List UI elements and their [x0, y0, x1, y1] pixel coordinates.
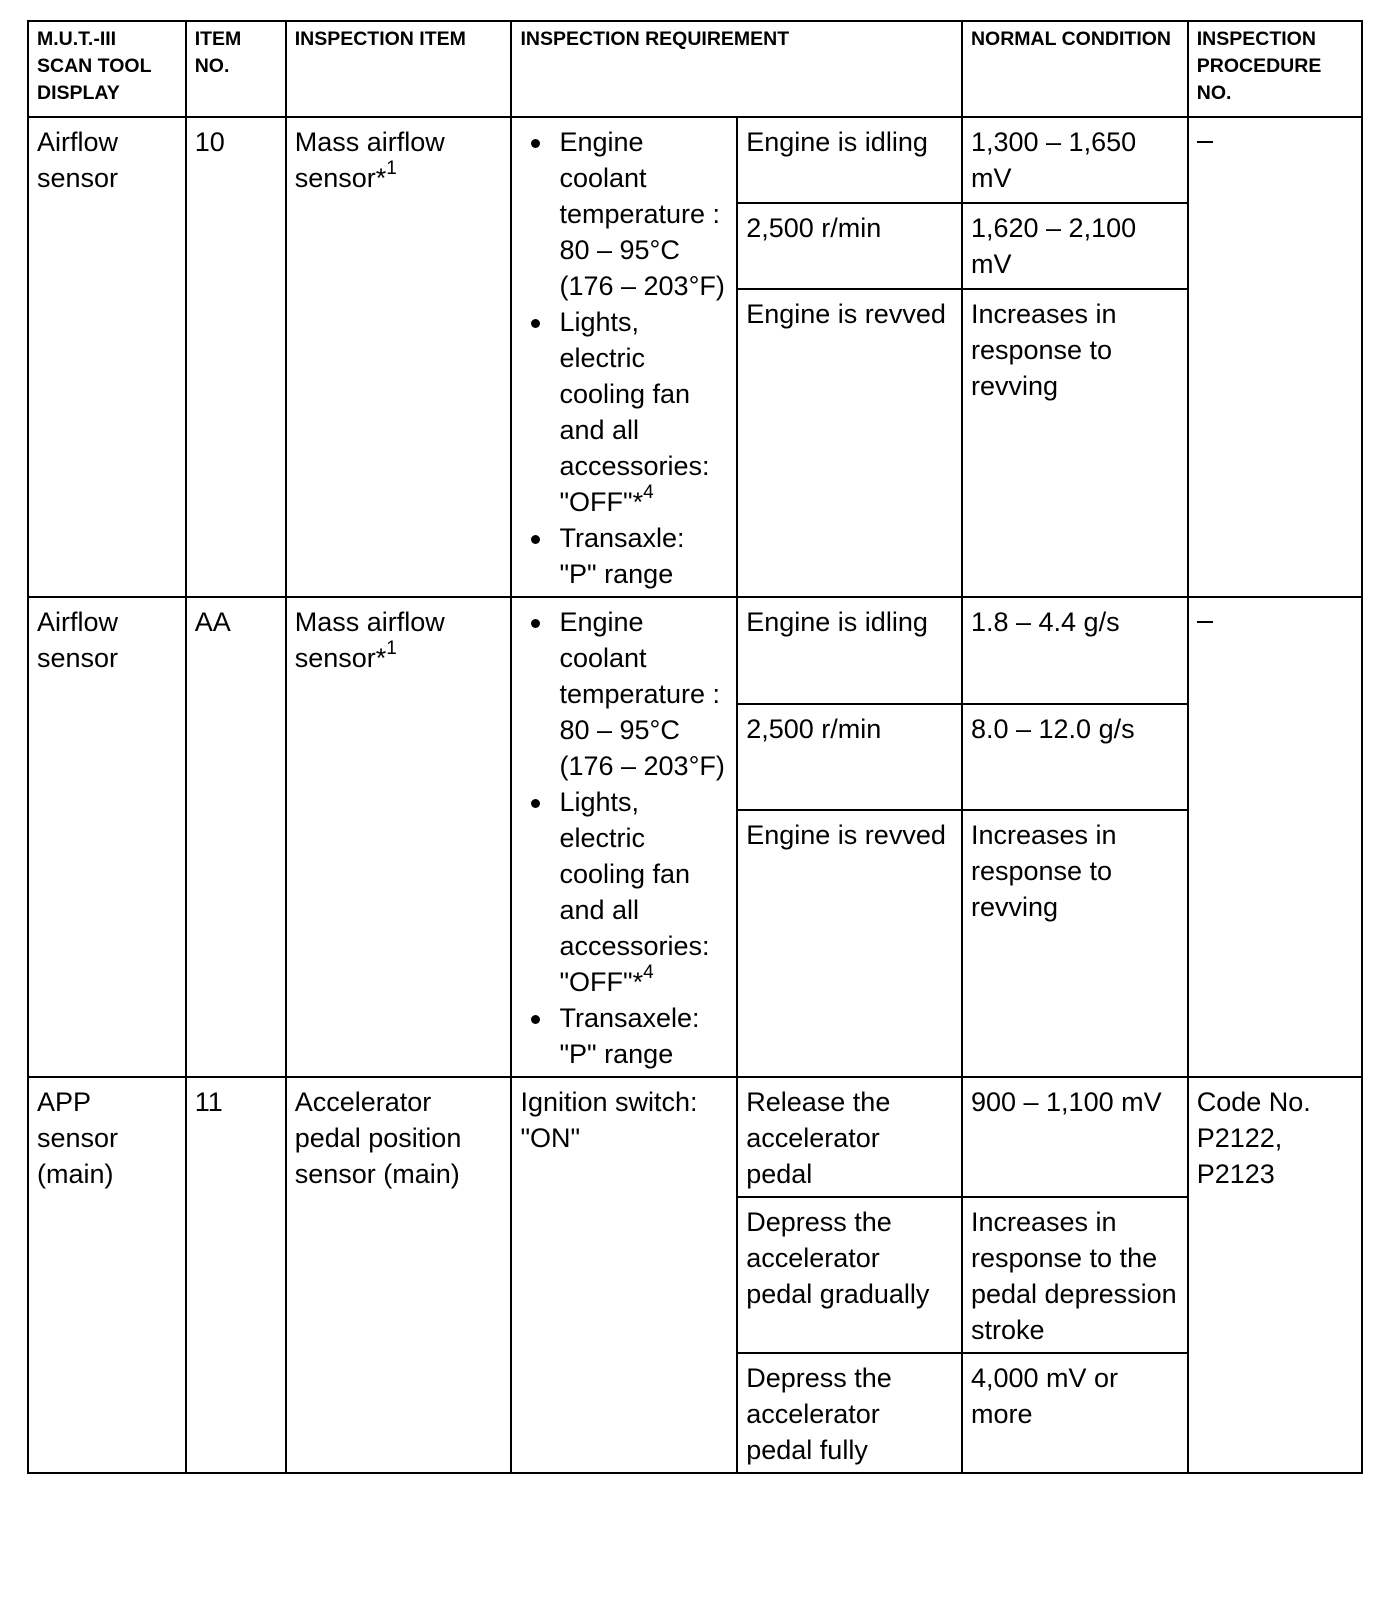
- footnote-mark: 1: [386, 638, 397, 659]
- requirement-cell: [511, 597, 737, 1077]
- condition-cell: Release the accelerator pedal: [737, 1077, 962, 1197]
- condition-cell: Engine is revved: [737, 810, 962, 1077]
- inspection-table: [27, 20, 1363, 1474]
- list-item: Transaxele: "P" range: [520, 1000, 728, 1072]
- list-item: Transaxle: "P" range: [520, 520, 728, 592]
- normal-cell: 8.0 – 12.0 g/s: [962, 704, 1188, 811]
- condition-cell: Engine is idling: [737, 597, 962, 704]
- item-name-cell: [286, 597, 512, 1077]
- condition-cell: Engine is revved: [737, 289, 962, 597]
- display-cell: APP sensor (main): [28, 1077, 186, 1473]
- item-name-text: Mass airflow sensor*: [294, 607, 445, 673]
- header-normal-condition: NORMAL CONDITION: [962, 21, 1188, 117]
- item-name-text: Mass airflow sensor*: [294, 127, 445, 193]
- requirement-list: [520, 604, 728, 1072]
- condition-cell: Depress the accelerator pedal gradually: [737, 1197, 962, 1353]
- table-row: [28, 1077, 1362, 1197]
- normal-cell: Increases in response to revving: [962, 810, 1188, 1077]
- procedure-cell: [1188, 117, 1362, 597]
- list-item-text: Lights, electric cooling fan and all accessories: "OFF"*: [559, 787, 710, 997]
- condition-cell: Depress the accelerator pedal fully: [737, 1353, 962, 1473]
- normal-cell: 900 – 1,100 mV: [962, 1077, 1188, 1197]
- header-procedure-no: INSPECTION PROCEDURE NO.: [1188, 21, 1362, 117]
- list-item-text: Lights, electric cooling fan and all accessories: "OFF"*: [559, 307, 710, 517]
- display-cell: Airflow sensor: [28, 597, 186, 1077]
- normal-cell: 1,620 – 2,100 mV: [962, 203, 1188, 289]
- footnote-mark: 4: [643, 962, 654, 983]
- list-item: [520, 784, 728, 1000]
- dash-mark: [1197, 141, 1213, 143]
- condition-cell: 2,500 r/min: [737, 704, 962, 811]
- header-inspection-item: INSPECTION ITEM: [286, 21, 512, 117]
- item-no-cell: 11: [186, 1077, 286, 1473]
- dash-mark: [1197, 621, 1213, 623]
- procedure-cell: Code No. P2122, P2123: [1188, 1077, 1362, 1473]
- normal-cell: Increases in response to revving: [962, 289, 1188, 597]
- normal-cell: 4,000 mV or more: [962, 1353, 1188, 1473]
- normal-cell: 1,300 – 1,650 mV: [962, 117, 1188, 203]
- item-name-cell: Accelerator pedal position sensor (main): [286, 1077, 512, 1473]
- footnote-mark: 1: [386, 158, 397, 179]
- list-item: [520, 304, 728, 520]
- header-item-no: ITEM NO.: [186, 21, 286, 117]
- requirement-cell: [511, 117, 737, 597]
- table-row: [28, 117, 1362, 203]
- condition-cell: 2,500 r/min: [737, 203, 962, 289]
- list-item: Engine coolant temperature : 80 – 95°C (176 – 203°F): [520, 604, 728, 784]
- requirement-cell: Ignition switch: "ON": [511, 1077, 737, 1473]
- header-inspection-requirement: INSPECTION REQUIREMENT: [511, 21, 962, 117]
- header-row: [28, 21, 1362, 117]
- table-row: [28, 597, 1362, 704]
- requirement-list: [520, 124, 728, 592]
- item-name-cell: [286, 117, 512, 597]
- procedure-cell: [1188, 597, 1362, 1077]
- normal-cell: Increases in response to the pedal depression stroke: [962, 1197, 1188, 1353]
- header-display: M.U.T.-III SCAN TOOL DISPLAY: [28, 21, 186, 117]
- normal-cell: 1.8 – 4.4 g/s: [962, 597, 1188, 704]
- condition-cell: Engine is idling: [737, 117, 962, 203]
- item-no-cell: 10: [186, 117, 286, 597]
- item-no-cell: AA: [186, 597, 286, 1077]
- display-cell: Airflow sensor: [28, 117, 186, 597]
- list-item: Engine coolant temperature : 80 – 95°C (176 – 203°F): [520, 124, 728, 304]
- footnote-mark: 4: [643, 482, 654, 503]
